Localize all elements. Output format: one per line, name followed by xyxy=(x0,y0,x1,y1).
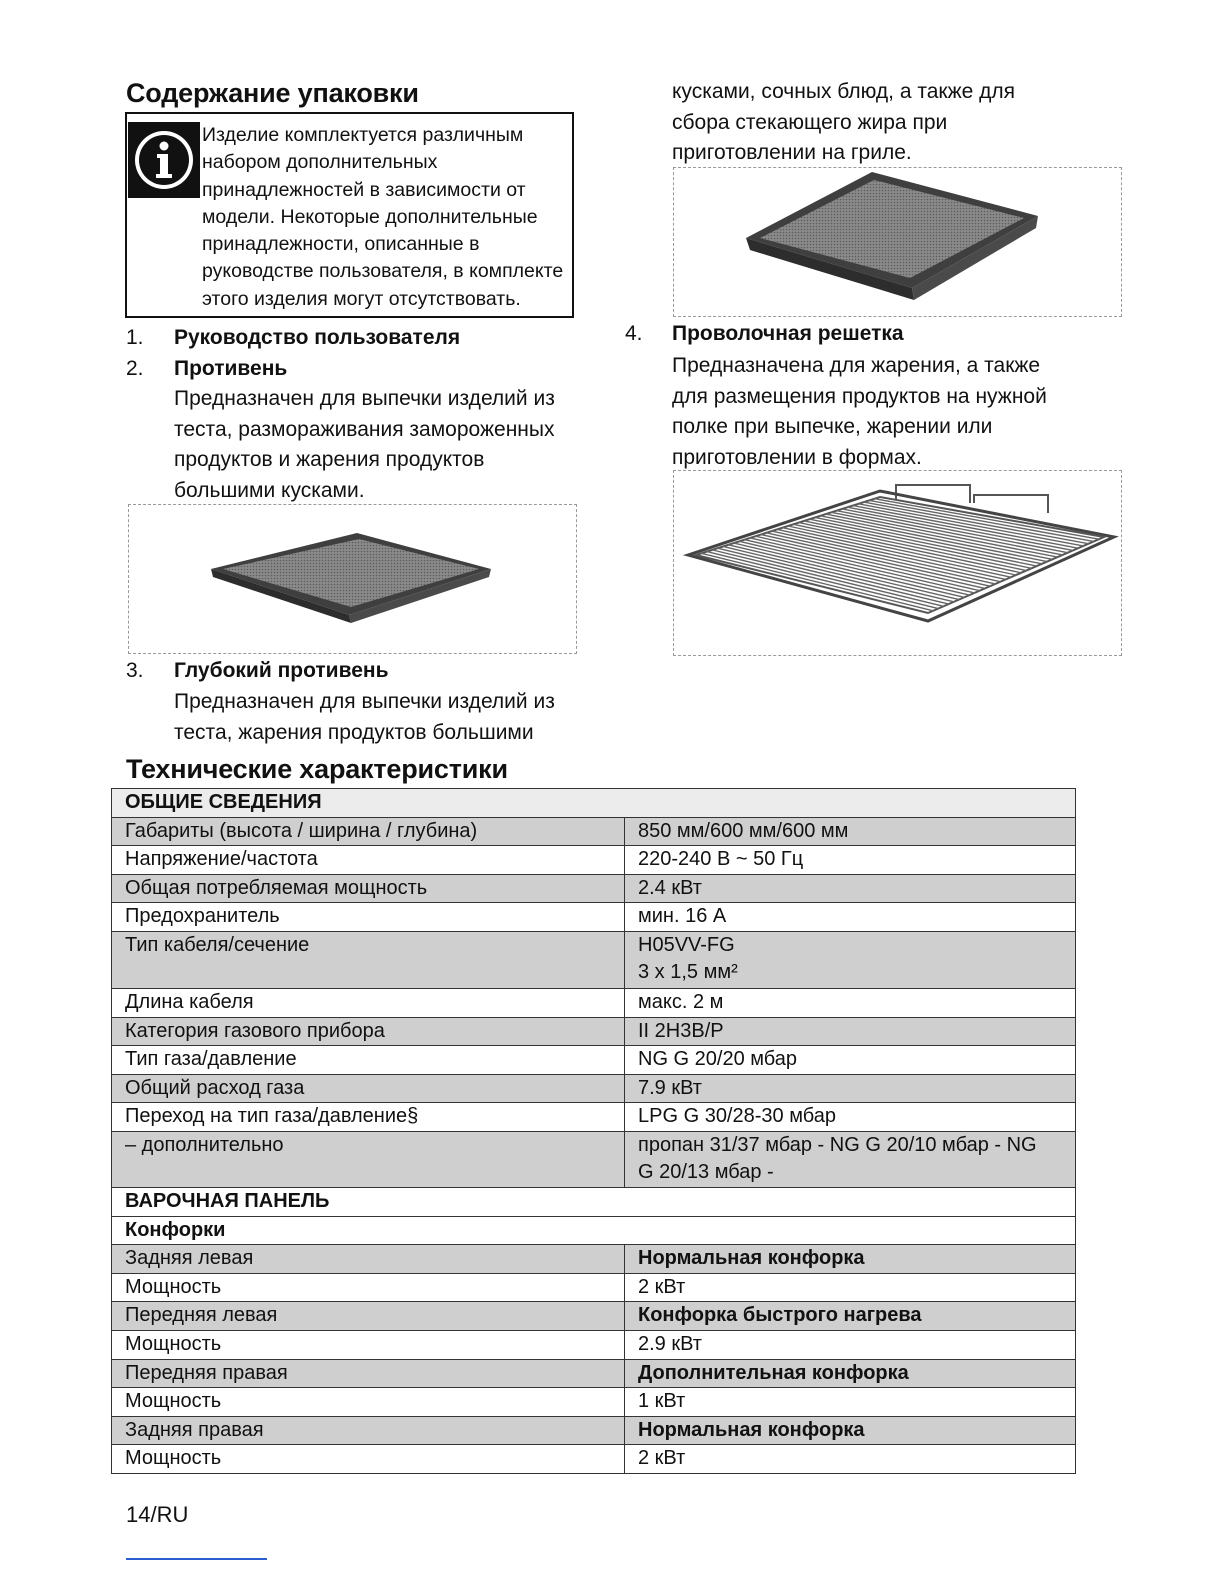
page-number: 14/RU xyxy=(126,1502,189,1527)
table-row xyxy=(112,1359,1076,1388)
table-section-header xyxy=(112,1187,1076,1216)
spec-label: Передняя левая xyxy=(112,1302,625,1331)
table-row xyxy=(112,1074,1076,1103)
spec-value: макс. 2 м xyxy=(625,988,1076,1017)
item-title: Противень xyxy=(174,357,288,380)
item-number: 4. xyxy=(625,322,643,345)
table-row xyxy=(112,1017,1076,1046)
spec-value: 2 кВт xyxy=(625,1273,1076,1302)
spec-value: LPG G 30/28-30 мбар xyxy=(625,1103,1076,1132)
spec-value: мин. 16 А xyxy=(625,903,1076,932)
spec-label: Мощность xyxy=(112,1388,625,1417)
table-row xyxy=(112,1388,1076,1417)
spec-value: пропан 31/37 мбар - NG G 20/10 мбар - NG G 20/13 мбар - xyxy=(625,1131,1076,1187)
spec-label: Передняя правая xyxy=(112,1359,625,1388)
spec-label: Тип газа/давление xyxy=(112,1046,625,1075)
specs-table xyxy=(111,788,1076,1474)
spec-value: Конфорка быстрого нагрева xyxy=(625,1302,1076,1331)
spec-value: 2 кВт xyxy=(625,1445,1076,1474)
spec-label: Напряжение/частота xyxy=(112,846,625,875)
tray-image xyxy=(128,504,577,654)
table-row xyxy=(112,1046,1076,1075)
item-number: 3. xyxy=(126,659,144,682)
item-number: 2. xyxy=(126,357,144,380)
spec-value: NG G 20/20 мбар xyxy=(625,1046,1076,1075)
spec-label: Предохранитель xyxy=(112,903,625,932)
table-row xyxy=(112,1302,1076,1331)
spec-value: H05VV-FG 3 x 1,5 мм² xyxy=(625,931,1076,988)
spec-label: Мощность xyxy=(112,1273,625,1302)
item-description-continued: кусками, сочных блюд, а также для сбора стекающего жира при приготовлении на гриле. xyxy=(672,80,1016,164)
table-row xyxy=(112,988,1076,1017)
spec-value: 7.9 кВт xyxy=(625,1074,1076,1103)
spec-value: 220-240 В ~ 50 Гц xyxy=(625,846,1076,875)
packaging-title: Содержание упаковки xyxy=(126,78,419,108)
spec-label: Тип кабеля/сечение xyxy=(112,931,625,988)
footer-link-underline xyxy=(126,1558,267,1560)
spec-label: Переход на тип газа/давление§ xyxy=(112,1103,625,1132)
item-title: Глубокий противень xyxy=(174,659,389,682)
section-header-general: ОБЩИЕ СВЕДЕНИЯ xyxy=(112,789,1076,818)
spec-label: Мощность xyxy=(112,1445,625,1474)
section-header-burners: Конфорки xyxy=(112,1216,1076,1245)
spec-label: Мощность xyxy=(112,1330,625,1359)
item-title: Руководство пользователя xyxy=(174,326,461,349)
item-number: 1. xyxy=(126,326,144,349)
tech-specs-title: Технические характеристики xyxy=(126,754,508,784)
spec-value: II 2H3B/P xyxy=(625,1017,1076,1046)
info-notice-box xyxy=(125,112,574,318)
spec-value: 2.9 кВт xyxy=(625,1330,1076,1359)
table-row xyxy=(112,846,1076,875)
table-section-header xyxy=(112,789,1076,818)
spec-label: Задняя левая xyxy=(112,1245,625,1274)
table-row xyxy=(112,1273,1076,1302)
table-row xyxy=(112,1416,1076,1445)
table-row xyxy=(112,874,1076,903)
spec-label: Общий расход газа xyxy=(112,1074,625,1103)
info-text: Изделие комплектуется различным набором дополнительных принадлежностей в зависимости от модели. Некоторые дополнительные принадлежности, описанные в руководстве пользователя, в комплекте этого изделия могут отсутствовать. xyxy=(202,124,564,310)
table-row xyxy=(112,1131,1076,1187)
spec-value: Нормальная конфорка xyxy=(625,1416,1076,1445)
table-row xyxy=(112,903,1076,932)
spec-label: Общая потребляемая мощность xyxy=(112,874,625,903)
spec-label: Габариты (высота / ширина / глубина) xyxy=(112,817,625,846)
table-row xyxy=(112,1330,1076,1359)
spec-label: Задняя правая xyxy=(112,1416,625,1445)
section-header-hob: ВАРОЧНАЯ ПАНЕЛЬ xyxy=(112,1187,1076,1216)
wire-rack-image xyxy=(673,470,1122,656)
deep-tray-image xyxy=(673,167,1122,317)
table-row xyxy=(112,931,1076,988)
table-row xyxy=(112,1445,1076,1474)
table-section-header xyxy=(112,1216,1076,1245)
spec-value: 1 кВт xyxy=(625,1388,1076,1417)
table-row xyxy=(112,1245,1076,1274)
spec-value: Нормальная конфорка xyxy=(625,1245,1076,1274)
spec-value: 2.4 кВт xyxy=(625,874,1076,903)
spec-label: – дополнительно xyxy=(112,1131,625,1187)
spec-value: Дополнительная конфорка xyxy=(625,1359,1076,1388)
item-description: Предназначен для выпечки изделий из теста, размораживания замороженных продуктов и жарения продуктов большими кусками. xyxy=(174,387,555,502)
info-icon xyxy=(128,122,200,198)
item-description: Предназначена для жарения, а также для размещения продуктов на нужной полке при выпечке, жарении или приготовлении в формах. xyxy=(672,354,1047,469)
spec-label: Длина кабеля xyxy=(112,988,625,1017)
item-title: Проволочная решетка xyxy=(672,322,904,345)
item-description: Предназначен для выпечки изделий из теста, жарения продуктов большими xyxy=(174,690,555,744)
table-row xyxy=(112,817,1076,846)
table-row xyxy=(112,1103,1076,1132)
spec-value: 850 мм/600 мм/600 мм xyxy=(625,817,1076,846)
spec-label: Категория газового прибора xyxy=(112,1017,625,1046)
